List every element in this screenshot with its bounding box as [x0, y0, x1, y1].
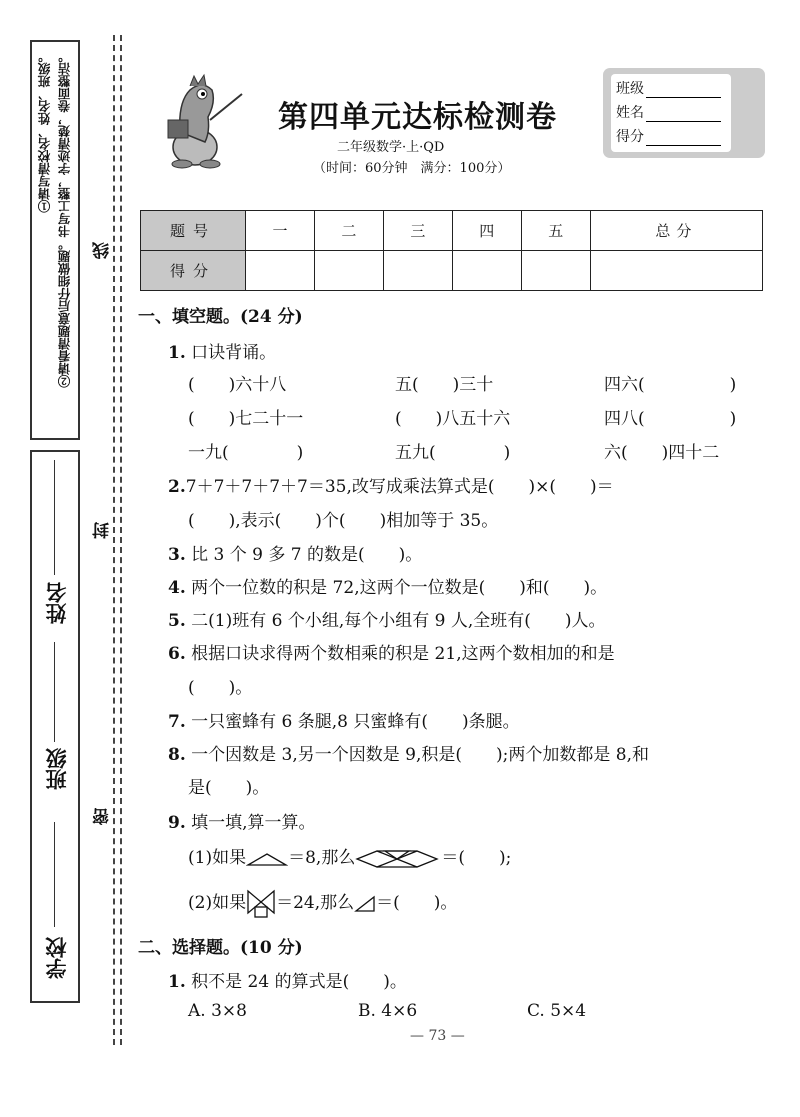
name-box-class-label: 班级	[616, 81, 644, 97]
seal-xian: 线	[93, 242, 113, 259]
page-subtitle: 二年级数学·上·QD	[337, 140, 445, 155]
name-box	[603, 68, 765, 158]
option-b[interactable]: B. 4×6	[358, 1001, 418, 1021]
q3	[168, 540, 422, 565]
q9-2	[188, 888, 457, 919]
q9	[168, 808, 316, 833]
q9-2-suffix: ＝( )。	[376, 893, 458, 913]
q9-number: 9.	[168, 813, 186, 833]
s2-q1	[168, 967, 407, 992]
class-label: 班级	[44, 748, 69, 790]
q5	[168, 606, 606, 631]
section2-title: 二、选择题。(10 分)	[138, 938, 303, 958]
class-field[interactable]	[646, 96, 721, 98]
table-col-1: 一	[246, 211, 315, 251]
q3-text: 比 3 个 9 多 7 的数是( )。	[191, 545, 423, 565]
table-header-number: 题号	[141, 211, 246, 251]
name-box-name-label: 姓名	[616, 105, 644, 121]
q2-line2: ( ),表示( )个( )相加等于 35。	[188, 511, 499, 531]
q9-1-suffix: ＝( );	[441, 848, 512, 868]
q8-line2: 是( )。	[188, 778, 270, 798]
seal-mi: 密	[93, 808, 113, 825]
q7-text: 一只蜜蜂有 6 条腿,8 只蜜蜂有( )条腿。	[191, 712, 520, 732]
q9-1-prefix: (1)如果	[188, 848, 247, 868]
q5-text: 二(1)班有 6 个小组,每个小组有 9 人,全班有( )人。	[191, 611, 606, 631]
q7-number: 7.	[168, 712, 186, 732]
score-cell[interactable]	[246, 251, 315, 291]
q8-number: 8.	[168, 745, 186, 765]
q4-number: 4.	[168, 578, 186, 598]
class-underline	[54, 642, 55, 742]
table-header-score: 得分	[141, 251, 246, 291]
option-a[interactable]: A. 3×8	[188, 1001, 247, 1021]
page-number: — 73 —	[410, 1028, 465, 1044]
seal-feng: 封	[93, 522, 113, 539]
s2-q1-number: 1.	[168, 972, 186, 992]
q1-r2-b: ( )八五十六	[395, 409, 511, 429]
cut-line-2	[120, 35, 122, 1045]
q6-number: 6.	[168, 644, 186, 664]
score-cell[interactable]	[383, 251, 452, 291]
q1-r1-b: 五( )三十	[395, 375, 494, 395]
triangle-shape-icon	[246, 851, 288, 867]
time-info: （时间：60分钟 满分：100分）	[313, 161, 511, 176]
section1-title: 一、填空题。(24 分)	[138, 307, 303, 327]
name-underline	[54, 460, 55, 575]
q1-r1-c: 四六( )	[604, 375, 737, 395]
notice-line-1: ①请写清校名、姓名、班级。	[37, 50, 52, 213]
q7	[168, 707, 520, 732]
name-label: 姓名	[44, 582, 69, 624]
q6-line2: ( )。	[188, 678, 253, 698]
score-cell[interactable]	[452, 251, 521, 291]
q1-r3-a: 一九( )	[188, 443, 304, 463]
q1	[168, 338, 276, 363]
student-info-box	[30, 450, 80, 1003]
q1-r2-c: 四八( )	[604, 409, 737, 429]
triangle-composite-icon	[355, 847, 441, 871]
name-field[interactable]	[646, 120, 721, 122]
score-table	[140, 210, 763, 291]
table-col-5: 五	[521, 211, 590, 251]
s2-q1-text: 积不是 24 的算式是( )。	[191, 972, 407, 992]
option-c[interactable]: C. 5×4	[527, 1001, 587, 1021]
page-title: 第四单元达标检测卷	[278, 100, 557, 135]
q1-text: 口诀背诵。	[191, 343, 277, 363]
score-cell[interactable]	[314, 251, 383, 291]
q9-1-mid: ＝8,那么	[288, 848, 356, 868]
cut-line-1	[113, 35, 115, 1045]
q4-text: 两个一位数的积是 72,这两个一位数是( )和( )。	[191, 578, 608, 598]
q9-2-mid: ＝24,那么	[276, 893, 355, 913]
q9-text: 填一填,算一算。	[191, 813, 316, 833]
small-triangle-icon	[354, 895, 376, 913]
q1-number: 1.	[168, 343, 186, 363]
q2-number: 2.	[168, 477, 186, 497]
q8-line1	[168, 740, 649, 765]
table-row	[141, 211, 763, 251]
q1-r3-b: 五九( )	[395, 443, 511, 463]
bowtie-shape-icon	[246, 889, 276, 919]
q5-number: 5.	[168, 611, 186, 631]
notice-line-2: ②请看清题意后仔细做题。书写工整，字迹清楚，卷面整洁。	[57, 50, 72, 388]
school-underline	[54, 822, 55, 927]
q9-1	[188, 843, 511, 871]
table-col-2: 二	[314, 211, 383, 251]
q9-2-prefix: (2)如果	[188, 893, 247, 913]
table-row	[141, 251, 763, 291]
q2-text-1: 7＋7＋7＋7＋7＝35,改写成乘法算式是( )×( )＝	[185, 477, 614, 497]
score-field[interactable]	[646, 144, 721, 146]
name-box-score-label: 得分	[616, 129, 644, 145]
table-col-3: 三	[383, 211, 452, 251]
q2-line1	[168, 472, 614, 497]
notice-box	[30, 40, 80, 440]
score-cell[interactable]	[521, 251, 590, 291]
q6-text-1: 根据口诀求得两个数相乘的积是 21,这两个数相加的和是	[191, 644, 615, 664]
q4	[168, 573, 607, 598]
q1-r3-c: 六( )四十二	[604, 443, 720, 463]
table-col-4: 四	[452, 211, 521, 251]
q8-text-1: 一个因数是 3,另一个因数是 9,积是( );两个加数都是 8,和	[191, 745, 650, 765]
dinosaur-mascot-icon	[160, 72, 250, 172]
school-label: 学校	[44, 937, 69, 979]
q1-r2-a: ( )七二十一	[188, 409, 304, 429]
score-cell[interactable]	[590, 251, 762, 291]
q3-number: 3.	[168, 545, 186, 565]
table-col-total: 总分	[590, 211, 762, 251]
q1-r1-a: ( )六十八	[188, 375, 287, 395]
q6-line1	[168, 639, 615, 664]
